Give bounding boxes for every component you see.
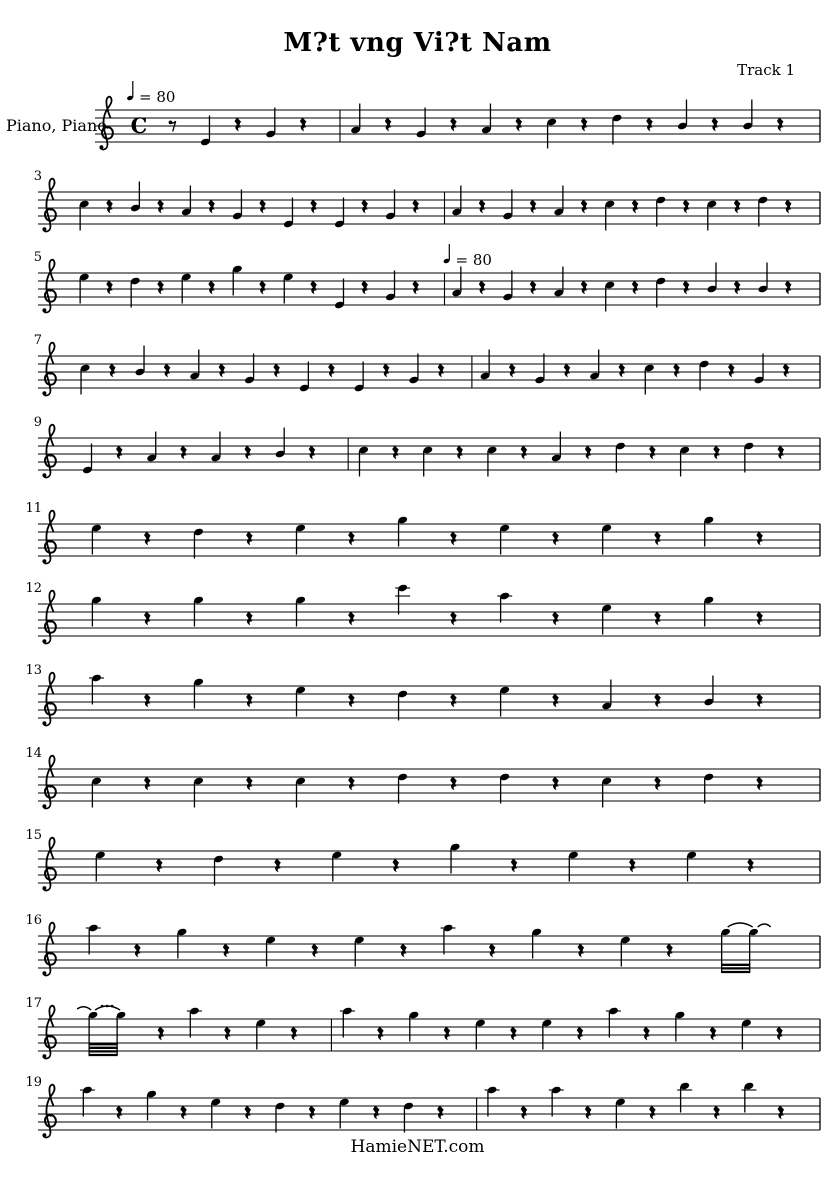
quarter-rest: [713, 1105, 720, 1119]
quarter-rest: [747, 858, 754, 872]
quarter-rest: [778, 445, 785, 459]
time-signature: C: [130, 113, 148, 138]
treble-clef-icon: [42, 473, 46, 477]
quarter-rest: [259, 280, 266, 294]
quarter-rest: [632, 199, 639, 213]
quarter-rest: [683, 199, 690, 213]
quarter-rest: [392, 445, 399, 459]
quarter-rest: [581, 280, 588, 294]
quarter-rest: [450, 117, 457, 131]
quarter-rest: [552, 611, 559, 625]
quarter-rest: [511, 858, 518, 872]
track-label: Track 1: [737, 61, 795, 79]
quarter-rest: [756, 611, 763, 625]
quarter-rest: [156, 858, 163, 872]
quarter-rest: [510, 1026, 517, 1040]
quarter-rest: [552, 693, 559, 707]
quarter-rest: [348, 531, 355, 545]
quarter-rest: [581, 117, 588, 131]
treble-clef-icon: [45, 373, 56, 385]
treble-clef-icon: [45, 290, 56, 302]
quarter-rest: [144, 611, 151, 625]
quarter-rest: [450, 531, 457, 545]
quarter-rest: [348, 776, 355, 790]
treble-clef-icon: [45, 868, 56, 880]
quarter-rest: [712, 117, 719, 131]
quarter-rest: [361, 199, 368, 213]
treble-clef-icon: [42, 308, 46, 312]
quarter-rest: [224, 1026, 231, 1040]
measure-number: 5: [33, 250, 42, 265]
quarter-rest: [273, 363, 280, 377]
treble-clef-icon: [42, 227, 46, 231]
quarter-rest: [400, 943, 407, 957]
quarter-rest: [437, 1105, 444, 1119]
measure-number: 3: [33, 169, 42, 184]
quarter-rest: [654, 531, 661, 545]
measure-number: 15: [25, 828, 42, 843]
quarter-rest: [713, 445, 720, 459]
quarter-rest: [116, 1105, 123, 1119]
ornament-dot: [106, 1005, 109, 1008]
quarter-rest: [377, 1026, 384, 1040]
treble-clef-icon: [42, 886, 46, 890]
quarter-rest: [246, 531, 253, 545]
ornament-dot: [101, 1005, 104, 1008]
quarter-rest: [450, 611, 457, 625]
treble-clef-icon: [45, 953, 56, 965]
quarter-rest: [776, 1026, 783, 1040]
quarter-rest: [157, 199, 164, 213]
quarter-rest: [144, 531, 151, 545]
quarter-rest: [734, 199, 741, 213]
quarter-rest: [383, 363, 390, 377]
tempo-text: = 80: [139, 88, 176, 106]
quarter-rest: [246, 693, 253, 707]
quarter-rest: [164, 363, 171, 377]
quarter-rest: [310, 280, 317, 294]
quarter-rest: [530, 199, 537, 213]
measure-number: 11: [25, 501, 42, 516]
quarter-rest: [581, 199, 588, 213]
quarter-rest: [666, 943, 673, 957]
measure-number: 7: [33, 333, 42, 348]
quarter-rest: [646, 117, 653, 131]
quarter-rest: [393, 858, 400, 872]
quarter-rest: [291, 1026, 298, 1040]
quarter-rest: [444, 1026, 451, 1040]
treble-clef-icon: [42, 559, 46, 563]
quarter-rest: [309, 1105, 316, 1119]
quarter-rest: [180, 445, 187, 459]
quarter-rest: [785, 280, 792, 294]
quarter-rest: [456, 445, 463, 459]
quarter-rest: [683, 280, 690, 294]
quarter-rest: [116, 445, 123, 459]
treble-clef-icon: [45, 541, 56, 553]
instrument-label: Piano, Piano: [6, 116, 107, 135]
quarter-rest: [479, 199, 486, 213]
quarter-rest: [208, 280, 215, 294]
footer-text: HamieNET.com: [350, 1137, 485, 1157]
treble-clef-icon: [42, 804, 46, 808]
treble-clef-icon: [99, 145, 103, 149]
treble-clef-icon: [102, 127, 113, 139]
page-title: M?t vng Vi?t Nam: [283, 28, 552, 58]
quarter-rest: [516, 117, 523, 131]
treble-clef-icon: [45, 786, 56, 798]
measure-number: 13: [25, 663, 42, 678]
measure-number: 16: [25, 913, 42, 928]
quarter-rest: [783, 363, 790, 377]
quarter-rest: [180, 1105, 187, 1119]
quarter-rest: [509, 363, 516, 377]
treble-clef-icon: [45, 621, 56, 633]
quarter-rest: [585, 445, 592, 459]
measure-number: 9: [33, 415, 42, 430]
quarter-rest: [450, 693, 457, 707]
quarter-rest: [756, 693, 763, 707]
quarter-rest: [219, 363, 226, 377]
quarter-rest: [134, 943, 141, 957]
treble-clef-icon: [45, 1036, 56, 1048]
measure-number: 12: [25, 581, 42, 596]
quarter-rest: [577, 1026, 584, 1040]
quarter-rest: [710, 1026, 717, 1040]
quarter-rest: [158, 1026, 165, 1040]
quarter-rest: [649, 445, 656, 459]
quarter-rest: [778, 1105, 785, 1119]
quarter-rest: [109, 363, 116, 377]
quarter-rest: [585, 1105, 592, 1119]
quarter-rest: [728, 363, 735, 377]
quarter-rest: [223, 943, 230, 957]
quarter-rest: [385, 117, 392, 131]
quarter-rest: [144, 776, 151, 790]
quarter-rest: [552, 531, 559, 545]
quarter-rest: [489, 943, 496, 957]
quarter-rest: [361, 280, 368, 294]
quarter-rest: [246, 776, 253, 790]
measure-number: 14: [25, 746, 42, 761]
quarter-rest: [564, 363, 571, 377]
measure-number: 17: [25, 996, 42, 1011]
treble-clef-icon: [45, 1115, 56, 1127]
ornament-dot: [111, 1005, 114, 1008]
treble-clef-icon: [42, 1054, 46, 1058]
quarter-rest: [777, 117, 784, 131]
tempo-text: = 80: [455, 251, 492, 269]
quarter-rest: [235, 117, 242, 131]
quarter-rest: [734, 280, 741, 294]
quarter-rest: [756, 531, 763, 545]
quarter-rest: [300, 117, 307, 131]
quarter-rest: [412, 280, 419, 294]
quarter-rest: [578, 943, 585, 957]
quarter-rest: [106, 199, 113, 213]
quarter-rest: [310, 199, 317, 213]
quarter-rest: [649, 1105, 656, 1119]
quarter-rest: [450, 776, 457, 790]
tie: [77, 1007, 91, 1010]
quarter-rest: [309, 445, 316, 459]
quarter-rest: [629, 858, 636, 872]
measure-number: 19: [25, 1075, 42, 1090]
quarter-rest: [654, 776, 661, 790]
quarter-rest: [438, 363, 445, 377]
treble-clef-icon: [45, 455, 56, 467]
quarter-rest: [348, 693, 355, 707]
quarter-rest: [348, 611, 355, 625]
quarter-rest: [274, 858, 281, 872]
quarter-rest: [157, 280, 164, 294]
quarter-rest: [244, 1105, 251, 1119]
quarter-rest: [632, 280, 639, 294]
quarter-rest: [654, 611, 661, 625]
quarter-rest: [106, 280, 113, 294]
quarter-rest: [144, 693, 151, 707]
quarter-rest: [673, 363, 680, 377]
quarter-rest: [654, 693, 661, 707]
quarter-rest: [521, 1105, 528, 1119]
quarter-rest: [244, 445, 251, 459]
treble-clef-icon: [45, 209, 56, 221]
quarter-rest: [259, 199, 266, 213]
treble-clef-icon: [42, 391, 46, 395]
quarter-rest: [530, 280, 537, 294]
quarter-rest: [412, 199, 419, 213]
quarter-rest: [373, 1105, 380, 1119]
tie: [758, 924, 771, 927]
quarter-rest: [785, 199, 792, 213]
treble-clef-icon: [42, 971, 46, 975]
quarter-rest: [328, 363, 335, 377]
quarter-rest: [208, 199, 215, 213]
quarter-rest: [643, 1026, 650, 1040]
treble-clef-icon: [45, 703, 56, 715]
quarter-rest: [479, 280, 486, 294]
quarter-rest: [246, 611, 253, 625]
treble-clef-icon: [42, 721, 46, 725]
quarter-rest: [756, 776, 763, 790]
quarter-rest: [521, 445, 528, 459]
quarter-rest: [312, 943, 319, 957]
treble-clef-icon: [42, 639, 46, 643]
tie: [728, 923, 753, 927]
quarter-rest: [552, 776, 559, 790]
quarter-rest: [618, 363, 625, 377]
